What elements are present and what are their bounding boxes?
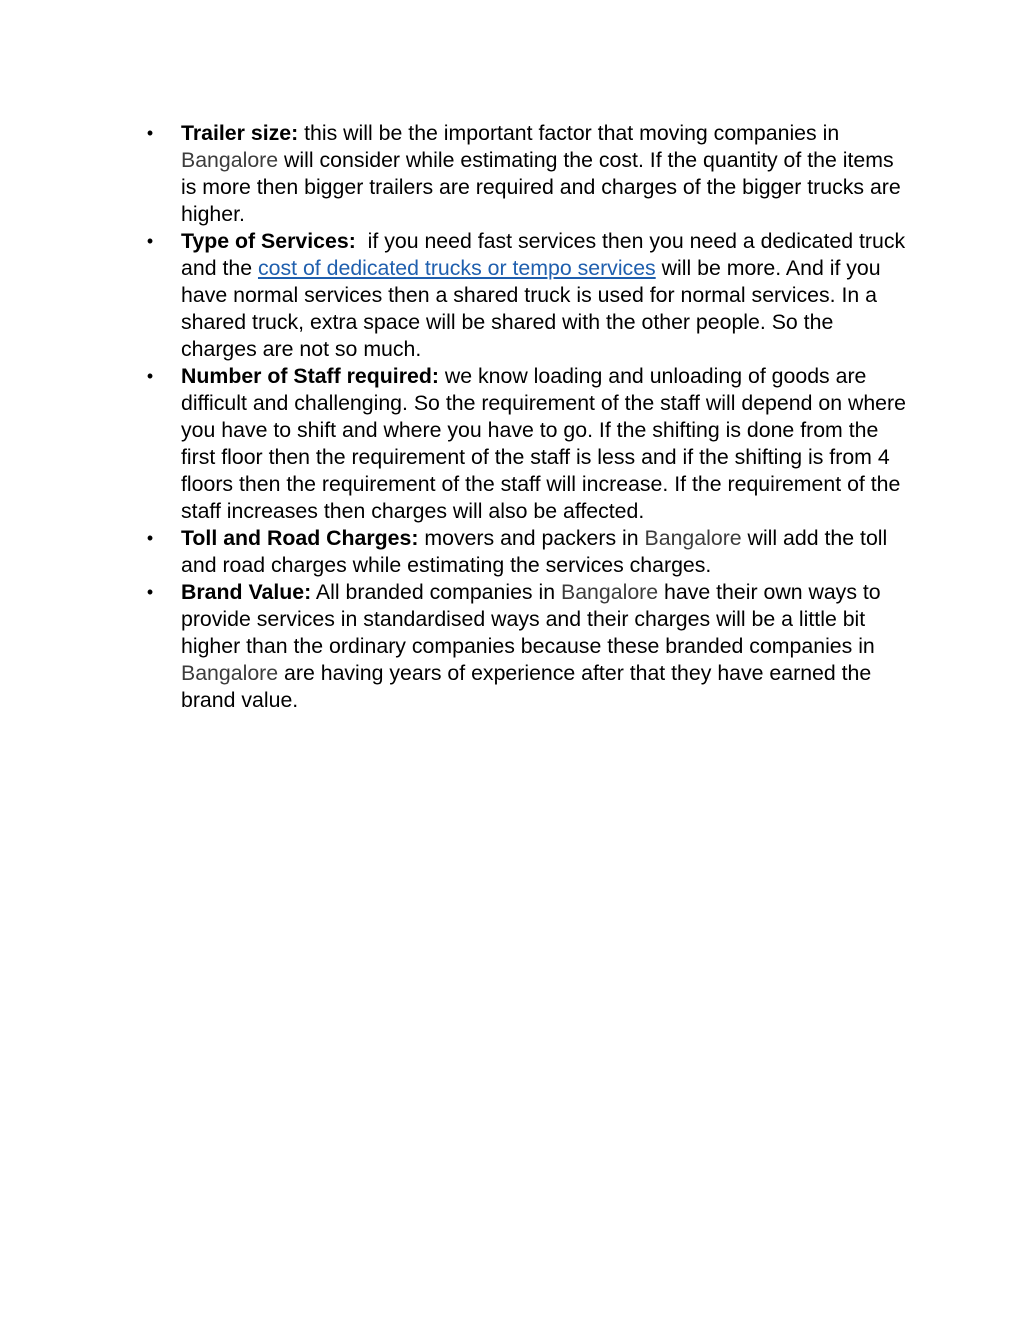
list-item-toll-and-road-charges xyxy=(141,525,911,579)
list-item-brand-value xyxy=(141,579,911,714)
list-item-type-of-services xyxy=(141,228,911,363)
bullet-icon: • xyxy=(146,231,154,251)
city-name: Bangalore xyxy=(181,148,279,172)
item-text: if you need fast services then you need a dedicated truck and the xyxy=(181,229,912,280)
item-term: Number of Staff required: xyxy=(181,364,439,388)
list-item-trailer-size xyxy=(141,120,911,228)
item-text: this will be the important factor that moving companies in xyxy=(298,121,840,145)
item-text: will consider while estimating the cost. If the quantity of the items is more then bigger trailers are required and charges of the bigger trucks are higher. xyxy=(181,148,901,226)
bullet-icon: • xyxy=(146,528,154,548)
list-item-number-of-staff xyxy=(141,363,911,525)
item-text: All branded companies in xyxy=(311,580,561,604)
item-text: movers and packers in xyxy=(418,526,645,550)
city-name: Bangalore xyxy=(561,580,659,604)
item-term: Type of Services: xyxy=(181,229,356,253)
dedicated-trucks-cost-link[interactable]: cost of dedicated trucks or tempo services xyxy=(257,256,656,280)
item-text: we know loading and unloading of goods are difficult and challenging. So the requirement of the staff will depend on where you have to shift and where you have to go. If the shifting is done from the first floor then the requirement of the staff is less and if the shifting is from 4 floors then the requirement of the staff will increase. If the requirement of the staff increases then charges will also be affected. xyxy=(181,364,906,523)
item-term: Toll and Road Charges: xyxy=(181,526,419,550)
city-name: Bangalore xyxy=(181,661,279,685)
item-text: are having years of experience after that they have earned the brand value. xyxy=(181,661,872,712)
item-text: have their own ways to provide services in standardised ways and their charges will be a little bit higher than the ordinary companies because these branded companies in xyxy=(181,580,881,658)
cost-factors-list xyxy=(141,120,911,714)
item-term: Brand Value: xyxy=(181,580,312,604)
bullet-icon: • xyxy=(146,366,154,386)
item-text: will add the toll and road charges while estimating the services charges. xyxy=(181,526,888,577)
item-text: will be more. And if you have normal services then a shared truck is used for normal services. In a shared truck, extra space will be shared with the other people. So the charges are not so much. xyxy=(181,256,881,361)
city-name: Bangalore xyxy=(644,526,742,550)
bullet-icon: • xyxy=(146,123,154,143)
bullet-icon: • xyxy=(146,582,154,602)
item-term: Trailer size: xyxy=(181,121,299,145)
